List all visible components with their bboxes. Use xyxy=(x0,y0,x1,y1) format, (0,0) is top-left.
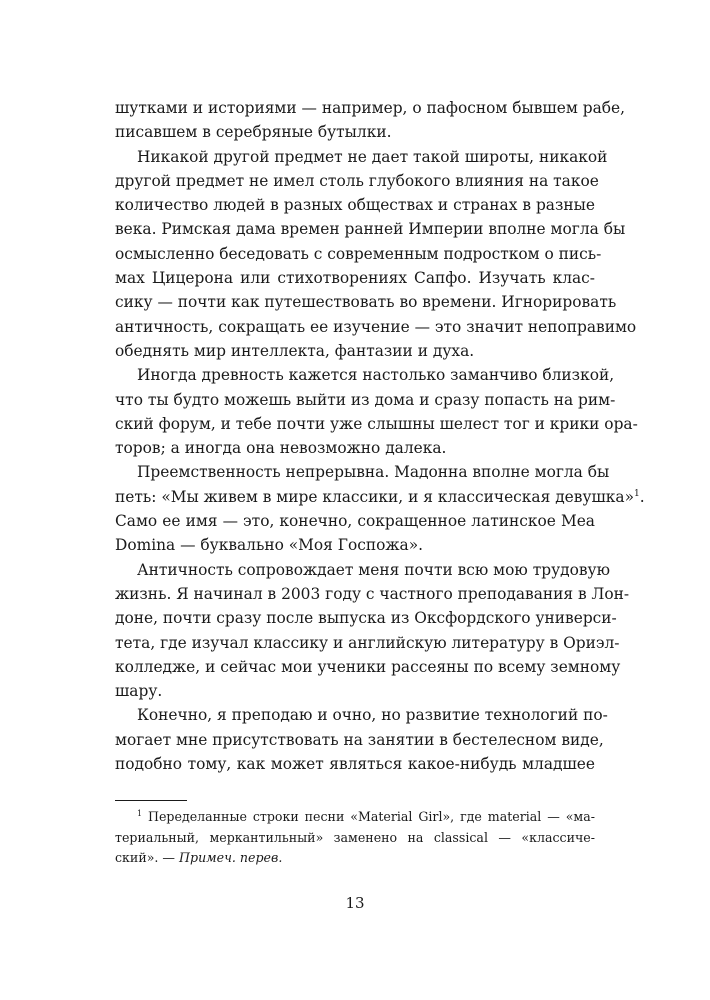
footnote-divider xyxy=(115,800,187,801)
text-line: осмысленно беседовать с современным подростком о пись- xyxy=(115,244,602,263)
paragraph-3 xyxy=(115,363,638,460)
footnote-separator: — xyxy=(158,850,180,865)
footnote xyxy=(115,807,595,869)
footnote-line xyxy=(115,807,595,828)
paragraph-2 xyxy=(115,145,637,364)
text-line: торов; а иногда она невозможно далека. xyxy=(115,439,447,458)
text-line: Никакой другой предмет не дает такой широты, никакой xyxy=(137,147,608,166)
text-line: петь: «Мы живем в мире классики, и я классическая девушка»$^1$. xyxy=(115,487,645,506)
page-body xyxy=(115,96,645,776)
text-line: Само ее имя — это, конечно, сокращенное латинское Mea xyxy=(115,512,595,531)
text-line: обеднять мир интеллекта, фантазии и духа. xyxy=(115,341,475,360)
text-line: тета, где изучал классику и английскую литературу в Ориэл- xyxy=(115,633,620,652)
paragraph-4 xyxy=(115,460,645,557)
text-line: шару. xyxy=(115,682,163,701)
footnote-text: Переделанные строки песни «Material Girl», где material — «ма- xyxy=(148,809,595,824)
text-line: что ты будто можешь выйти из дома и сразу попасть на рим- xyxy=(115,390,616,409)
text-line: века. Римская дама времен ранней Империи вполне могла бы xyxy=(115,220,626,239)
text-line: Конечно, я преподаю и очно, но развитие технологий по- xyxy=(137,706,608,725)
text-line: колледже, и сейчас мои ученики рассеяны по всему земному xyxy=(115,657,621,676)
text-line: шутками и историями — например, о пафосном бывшем рабе, xyxy=(115,99,626,117)
text-line: Античность сопровождает меня почти всю мою трудовую xyxy=(137,560,610,579)
text-line: сику — почти как путешествовать во времени. Игнорировать xyxy=(115,293,617,312)
paragraph-6 xyxy=(115,703,608,776)
text-line: Domina — буквально «Моя Госпожа». xyxy=(115,536,424,555)
footnote-attribution: Примеч. перев. xyxy=(179,850,283,865)
text-line: мах Цицерона или стихотворениях Сапфо. Изучать клас- xyxy=(115,269,595,288)
page-number: 13 xyxy=(345,894,365,912)
paragraph-5 xyxy=(115,558,630,704)
footnote-line: териальный, меркантильный» заменено на classical — «классиче- xyxy=(115,829,595,845)
text-line: писавшем в серебряные бутылки. xyxy=(115,123,392,142)
text-line: Преемственность непрерывна. Мадонна вполне могла бы xyxy=(137,463,610,482)
text-line: подобно тому, как может являться какое-нибудь младшее xyxy=(115,755,595,774)
text-line: количество людей в разных обществах и странах в разные xyxy=(115,196,595,215)
footnote-reference: 1 xyxy=(634,488,640,499)
text-line: античность, сокращать ее изучение — это значит непоправимо xyxy=(115,317,637,336)
footnote-line xyxy=(115,848,595,869)
text-line: жизнь. Я начинал в 2003 году с частного преподавания в Лон- xyxy=(115,584,630,603)
text-line: доне, почти сразу после выпуска из Оксфордского универси- xyxy=(115,609,617,628)
paragraph-1 xyxy=(115,96,626,145)
text-line: могает мне присутствовать на занятии в бестелесном виде, xyxy=(115,730,604,749)
text-line: другой предмет не имел столь глубокого влияния на такое xyxy=(115,171,599,190)
footnote-text: ский». xyxy=(115,850,159,865)
text-line: Иногда древность кажется настолько заманчиво близкой, xyxy=(137,366,615,385)
text-line-content: петь: «Мы живем в мире классики, и я классическая девушка» xyxy=(115,487,635,506)
text-line: ский форум, и тебе почти уже слышны шелест тог и крики ора- xyxy=(115,414,638,433)
footnote-marker: 1 xyxy=(137,808,143,818)
